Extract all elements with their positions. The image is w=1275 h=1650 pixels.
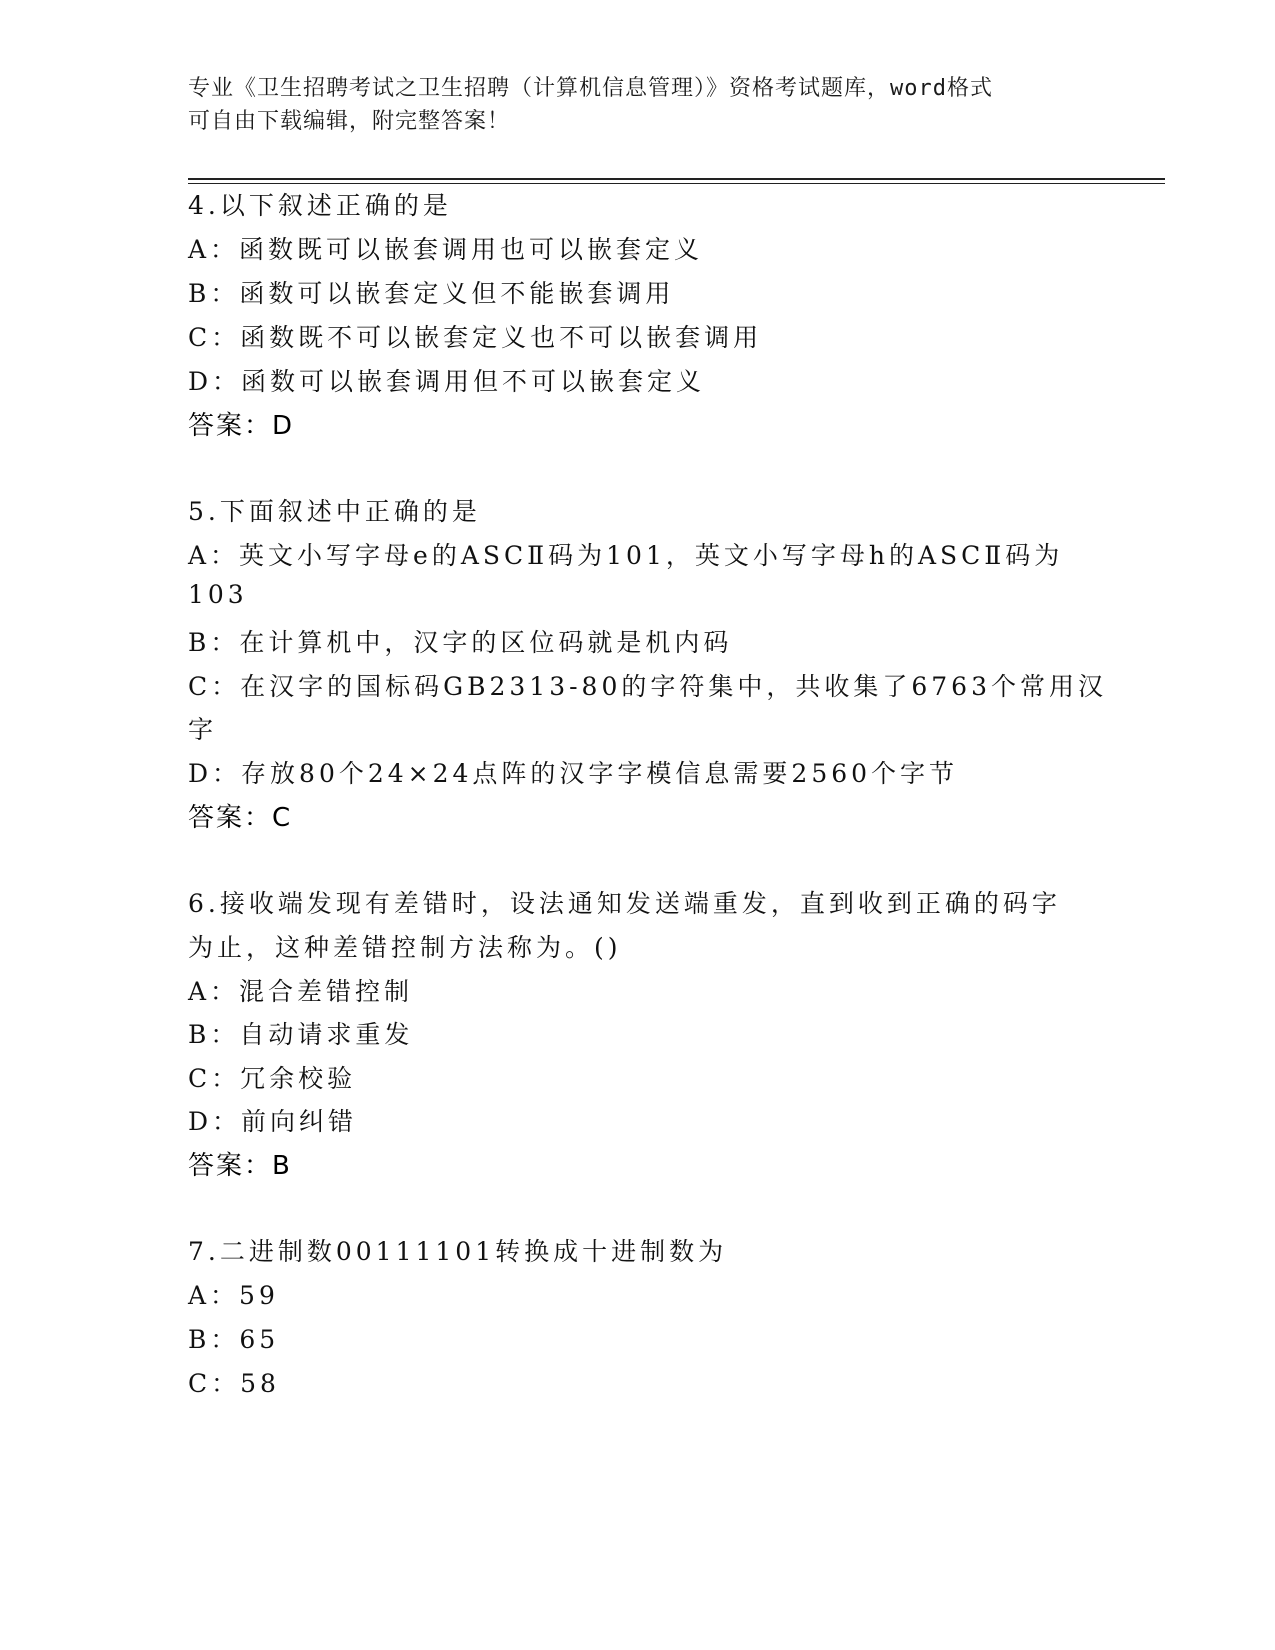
question-7-option-b: B：65 <box>188 1325 280 1354</box>
question-4-option-a: A：函数既可以嵌套调用也可以嵌套定义 <box>188 235 704 264</box>
document-header <box>188 72 1068 138</box>
question-4-answer: 答案：D <box>188 411 295 441</box>
question-7-stem: 7.二进制数00111101转换成十进制数为 <box>188 1237 728 1266</box>
question-5-option-c-line-2: 字 <box>188 715 218 744</box>
question-6-stem-line-2: 为止，这种差错控制方法称为。() <box>188 933 622 962</box>
question-5-answer: 答案：C <box>188 803 293 833</box>
question-6-option-b: B：自动请求重发 <box>188 1020 414 1049</box>
question-5-option-b: B：在计算机中，汉字的区位码就是机内码 <box>188 628 733 657</box>
header-divider-thin <box>188 183 1165 184</box>
question-4-option-c: C：函数既不可以嵌套定义也不可以嵌套调用 <box>188 323 763 352</box>
question-6-answer: 答案：B <box>188 1151 292 1181</box>
header-title-line-2: 可自由下载编辑，附完整答案！ <box>188 109 511 134</box>
question-5-option-c-line-1: C：在汉字的国标码GB2313-80的字符集中，共收集了6763个常用汉 <box>188 672 1107 701</box>
question-5-stem: 5.下面叙述中正确的是 <box>188 497 481 526</box>
question-7-option-a: A：59 <box>188 1281 279 1310</box>
question-5-option-a-line-2: 103 <box>188 580 248 609</box>
header-divider-thick <box>188 178 1165 180</box>
header-title-line-1: 专业《卫生招聘考试之卫生招聘（计算机信息管理）》资格考试题库，word格式 <box>188 76 993 101</box>
question-6-stem-line-1: 6.接收端发现有差错时，设法通知发送端重发，直到收到正确的码字 <box>188 889 1061 918</box>
question-6-option-d: D：前向纠错 <box>188 1107 358 1136</box>
question-5-option-d: D：存放80个24×24点阵的汉字字模信息需要2560个字节 <box>188 759 959 788</box>
question-5-option-a-line-1: A：英文小写字母e的ASCⅡ码为101，英文小写字母h的ASCⅡ码为 <box>188 541 1064 570</box>
question-6-option-a: A：混合差错控制 <box>188 977 414 1006</box>
question-4-stem: 4.以下叙述正确的是 <box>188 191 452 220</box>
question-4-option-b: B：函数可以嵌套定义但不能嵌套调用 <box>188 279 675 308</box>
question-6-option-c: C：冗余校验 <box>188 1064 357 1093</box>
question-7-option-c: C：58 <box>188 1369 280 1398</box>
question-4-option-d: D：函数可以嵌套调用但不可以嵌套定义 <box>188 367 706 396</box>
